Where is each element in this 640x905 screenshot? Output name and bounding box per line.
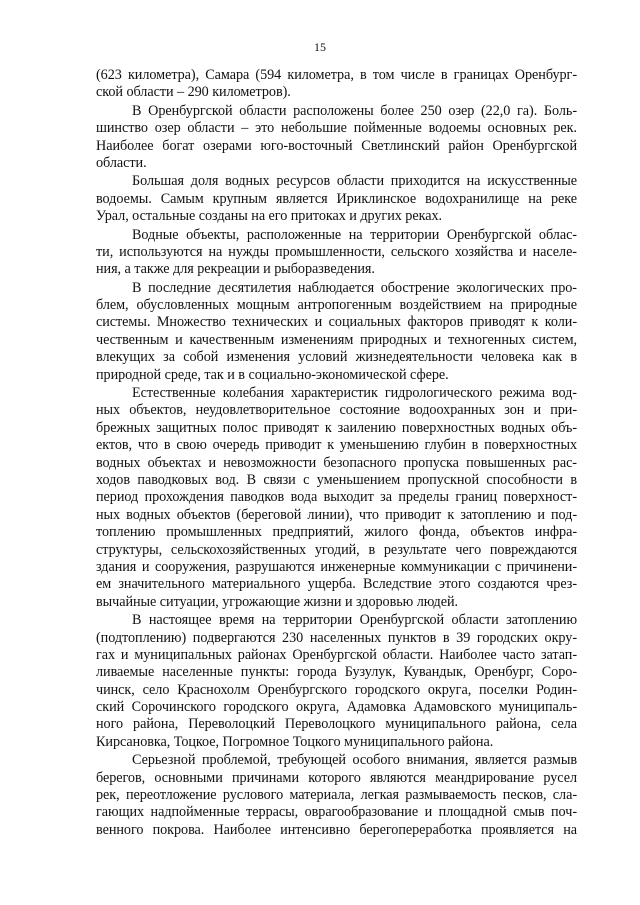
- text-line: топлению промышленных предприятий, жилого фонда, объектов инфра-: [96, 524, 577, 541]
- text-line: чинск, село Краснохолм Оренбургского городского округа, поселки Родин-: [96, 681, 577, 698]
- text-line: Серьезной проблемой, требующей особого внимания, является размыв: [132, 752, 577, 769]
- text-line: Большая доля водных ресурсов области приходится на искусственные: [132, 173, 577, 190]
- text-line: ектов, что в свою очередь приводит к уменьшению глубин в поверхностных: [96, 437, 577, 454]
- text-line: (623 километра), Самара (594 километра, в том числе в границах Оренбург-: [96, 67, 577, 83]
- text-line: ходов паводковых вод. В связи с уменьшением пропускной способности в: [96, 471, 577, 488]
- text-line: Естественные колебания характеристик гидрологического режима вод-: [132, 385, 577, 402]
- text-line: блем, обусловленных мощным антропогенным воздействием на природные: [96, 297, 577, 314]
- text-line: вычайные ситуации, угрожающие жизни и здоровью людей.: [96, 593, 459, 610]
- text-line: ский Сорочинского городского округа, Адамовка Адамовского муниципаль-: [96, 699, 577, 716]
- text-line: ного района, Переволоцкий Переволоцкого муниципального района, села: [96, 716, 577, 733]
- text-line: влекущих за собой изменения условий жизнедеятельности человека как в: [96, 349, 577, 366]
- text-line: чественным и качественным изменениям природных и техногенных систем,: [96, 331, 577, 348]
- text-line: ных объектов, неудовлетворительное состояние водоохранных зон и при-: [96, 402, 577, 419]
- text-line: здания и сооружения, разрушаются инженерные коммуникации с причинени-: [96, 558, 577, 575]
- page-number: 15: [314, 40, 326, 54]
- text-line: водных объектах и невозможности безопасного пропуска повышенных рас-: [96, 454, 577, 471]
- text-line: ти, используются на нужды промышленности, сельского хозяйства и населе-: [96, 243, 577, 260]
- text-line: берегов, основными причинами которого являются меандрирование русел: [96, 769, 577, 786]
- text-line: системы. Множество технических и социальных факторов приводят к коли-: [96, 314, 577, 331]
- paragraph: [96, 227, 577, 279]
- text-line: ской области – 290 километров).: [96, 84, 291, 101]
- text-line: ния, а также для рекреации и рыборазведения.: [96, 261, 375, 278]
- paragraph: [96, 280, 577, 384]
- text-line: венного покрова. Наиболее интенсивно берегопереработка проявляется на: [96, 821, 577, 838]
- paragraph: [96, 67, 577, 102]
- text-line: (подтоплению) подвергаются 230 населенных пунктов в 39 городских окру-: [96, 629, 577, 646]
- text-line: Водные объекты, расположенные на территории Оренбургской облас-: [132, 226, 577, 243]
- text-line: ем значительного материального ущерба. Вследствие этого создаются чрез-: [96, 576, 577, 593]
- paragraph: [96, 612, 577, 751]
- text-line: В последние десятилетия наблюдается обострение экологических про-: [132, 279, 577, 296]
- text-line: шинство озер области – это небольшие пойменные водоемы основных рек.: [96, 120, 577, 137]
- text-line: ливаемые населенные пункты: города Бузулук, Кувандык, Оренбург, Соро-: [96, 664, 577, 681]
- text-line: В настоящее время на территории Оренбургской области затоплению: [132, 612, 577, 629]
- text-line: рек, переотложение руслового материала, легкая размываемость песков, сла-: [96, 787, 577, 804]
- text-line: период прохождения паводков вода выходит за пределы границ поверхност-: [96, 489, 577, 506]
- body-text: [96, 67, 577, 840]
- text-line: брежных защитных полос приводят к заилению поверхностных водных объ-: [96, 419, 577, 436]
- text-line: Кирсановка, Тоцкое, Погромное Тоцкого муниципального района.: [96, 733, 494, 750]
- text-line: области.: [96, 154, 147, 171]
- text-line: Наиболее богат озерами юго-восточный Светлинский район Оренбургской: [96, 137, 577, 154]
- paragraph: [96, 752, 577, 839]
- text-line: В Оренбургской области расположены более 250 озер (22,0 га). Боль-: [132, 102, 577, 119]
- text-line: гах и муниципальных районах Оренбургской области. Наиболее часто затап-: [96, 646, 577, 663]
- paragraph: [96, 385, 577, 611]
- text-line: структуры, сельскохозяйственных угодий, в результате чего повреждаются: [96, 541, 577, 558]
- text-line: ных водных объектов (береговой линии), что приводит к затоплению и под-: [96, 506, 577, 523]
- text-line: гающих надпойменные террасы, оврагообразование и площадной смыв поч-: [96, 804, 577, 821]
- paragraph: [96, 173, 577, 225]
- text-line: природной среде, так и в социально-экономической сфере.: [96, 366, 449, 383]
- paragraph: [96, 103, 577, 173]
- text-line: Урал, остальные созданы на его притоках и других реках.: [96, 208, 442, 225]
- text-line: водоемы. Самым крупным является Ириклинское водохранилище на реке: [96, 190, 577, 207]
